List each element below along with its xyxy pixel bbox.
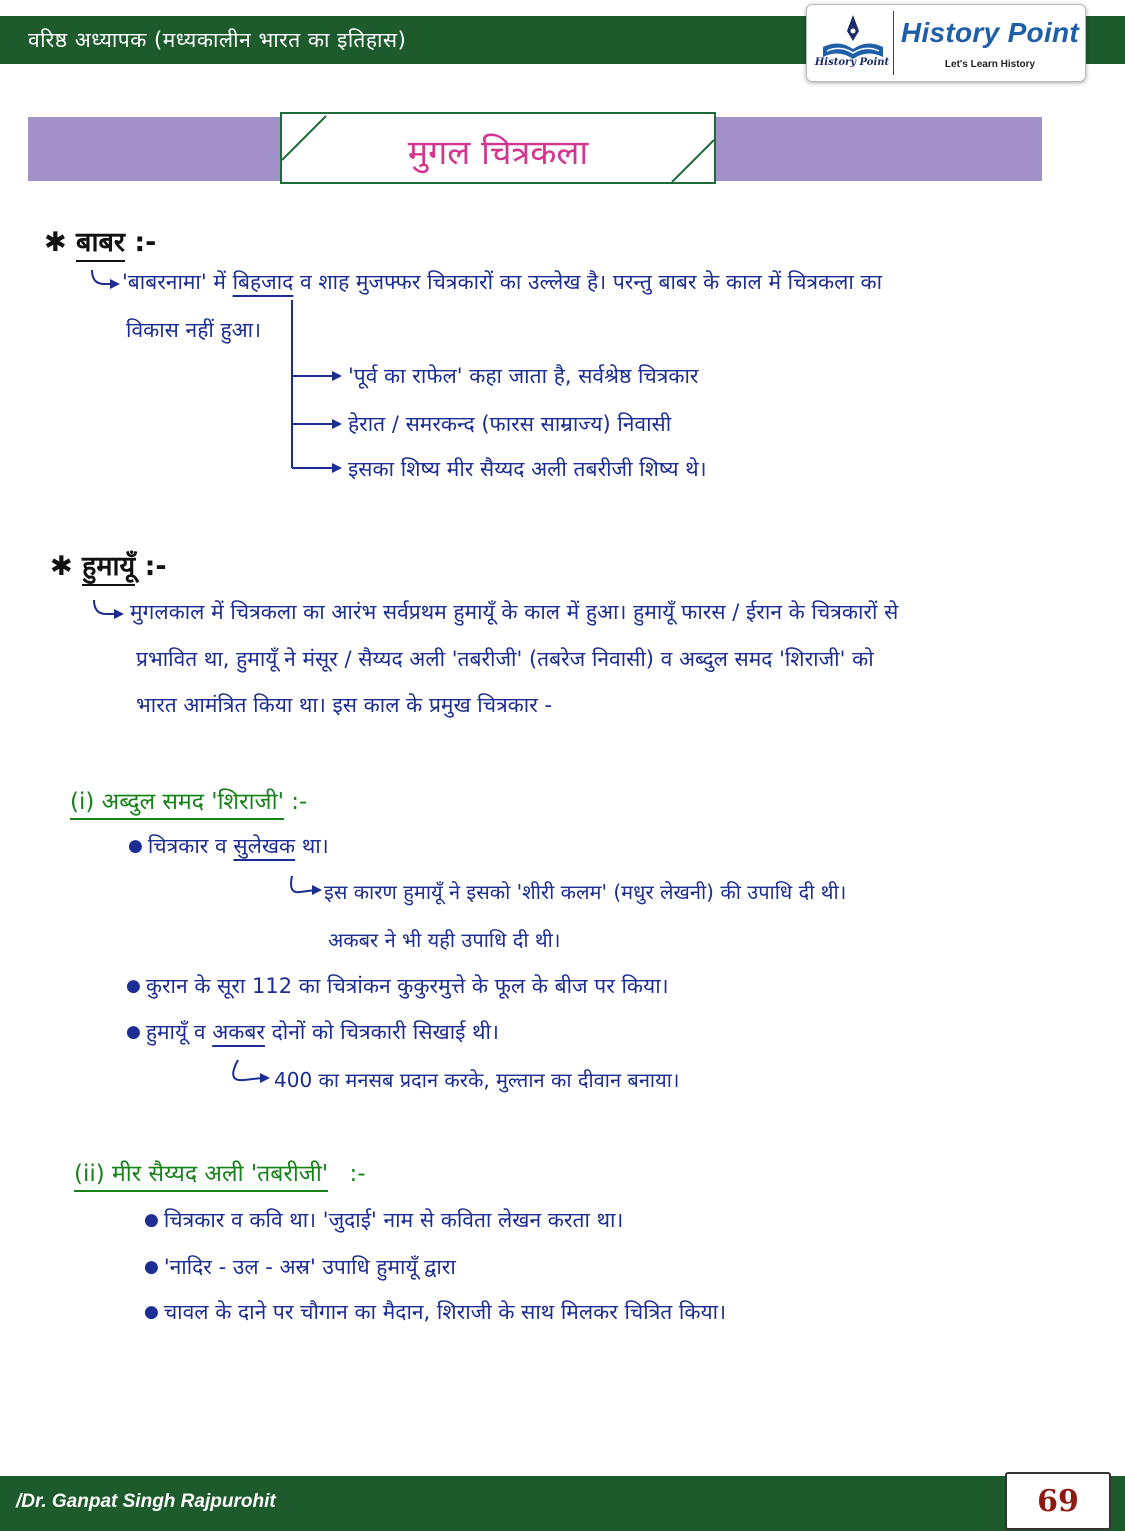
abdul-samad-sub-1-line-1: इस कारण हुमायूँ ने इसको 'शीरी कलम' (मधुर लेखनी) की उपाधि दी थी। — [324, 880, 847, 904]
point-text: 'नादिर - उल - अस्र' उपाधि हुमायूँ द्वारा — [163, 1255, 456, 1279]
humayun-heading-suffix: :- — [144, 551, 167, 582]
abdul-samad-point-3 — [126, 1018, 499, 1046]
bullet-icon: ● — [144, 1302, 159, 1322]
humayun-para-line-2: प्रभावित था, हुमायूँ ने मंसूर / सैय्यद अली 'तबरीजी' (तबरेज निवासी) व अब्दुल समद 'शिराजी' को — [136, 647, 874, 671]
point-text: था। — [295, 834, 329, 858]
abdul-samad-heading — [70, 784, 307, 816]
point-text: कुरान के सूरा 112 का चित्रांकन कुकुरमुत्ते के फूल के बीज पर किया। — [145, 974, 669, 998]
point-text: चित्रकार व कवि था। 'जुदाई' नाम से कविता लेखन करता था। — [163, 1208, 624, 1232]
bihzad-point-1: 'पूर्व का राफेल' कहा जाता है, सर्वश्रेष्ठ चित्रकार — [348, 364, 699, 388]
logo — [806, 4, 1086, 82]
babur-heading-suffix: :- — [134, 227, 157, 258]
page-number-box — [1005, 1472, 1111, 1530]
babur-heading — [44, 222, 156, 259]
bullet-icon: ● — [144, 1210, 159, 1230]
bullet-icon: ● — [126, 976, 141, 996]
abdul-samad-sub-3: 400 का मनसब प्रदान करके, मुल्तान का दीवान बनाया। — [274, 1068, 680, 1092]
footer-author: /Dr. Ganpat Singh Rajpurohit — [16, 1491, 276, 1512]
babur-text: 'बाबरनामा' में — [122, 270, 233, 294]
babur-text: व शाह मुजफ्फर चित्रकारों का उल्लेख है। परन्तु बाबर के काल में चित्रकला का — [293, 270, 883, 294]
abdul-samad-point-2 — [126, 972, 669, 1000]
bullet-icon: ● — [128, 836, 143, 856]
humayun-heading — [50, 546, 167, 583]
mir-sayyid-heading — [74, 1156, 366, 1188]
header-title: वरिष्ठ अध्यापक (मध्यकालीन भारत का इतिहास) — [28, 28, 407, 52]
abdul-samad-heading-suffix: :- — [291, 789, 308, 815]
title-box — [280, 112, 716, 184]
humayun-para-line-1: मुगलकाल में चित्रकला का आरंभ सर्वप्रथम हुमायूँ के काल में हुआ। हुमायूँ फारस / ईरान के चित्रकारों से — [130, 600, 899, 624]
babur-para-line-1 — [122, 268, 882, 296]
logo-emblem-text: History Point — [814, 57, 890, 68]
page-number: 69 — [1037, 1484, 1079, 1519]
bullet-icon: ● — [144, 1257, 159, 1277]
page-title: मुगल चित्रकला — [407, 133, 589, 173]
humayun-heading-text: हुमायूँ — [82, 551, 135, 586]
akbar-term: अकबर — [212, 1020, 265, 1044]
calligrapher-term: सुलेखक — [233, 834, 296, 858]
mir-sayyid-point-2 — [144, 1253, 456, 1281]
asterisk-icon: ✱ — [50, 551, 73, 582]
point-text: चित्रकार व — [147, 834, 234, 858]
footer-bar — [0, 1476, 1125, 1531]
logo-tagline: Let's Learn History — [944, 59, 1036, 70]
mir-sayyid-point-1 — [144, 1206, 623, 1234]
logo-divider — [893, 11, 894, 75]
point-text: हुमायूँ व — [145, 1020, 213, 1044]
babur-para-line-2: विकास नहीं हुआ। — [126, 318, 262, 342]
asterisk-icon: ✱ — [44, 227, 67, 258]
humayun-para-line-3: भारत आमंत्रित किया था। इस काल के प्रमुख चित्रकार - — [136, 693, 553, 717]
point-text: चावल के दाने पर चौगान का मैदान, शिराजी के साथ मिलकर चित्रित किया। — [163, 1300, 727, 1324]
mir-sayyid-point-3 — [144, 1298, 726, 1326]
bihzad-point-3: इसका शिष्य मीर सैय्यद अली तबरीजी शिष्य थे। — [348, 457, 707, 481]
bullet-icon: ● — [126, 1022, 141, 1042]
abdul-samad-heading-text: (i) अब्दुल समद 'शिराजी' — [70, 789, 284, 820]
mir-sayyid-heading-suffix: :- — [349, 1161, 366, 1187]
point-text: दोनों को चित्रकारी सिखाई थी। — [264, 1020, 499, 1044]
abdul-samad-sub-1-line-2: अकबर ने भी यही उपाधि दी थी। — [328, 928, 561, 952]
bihzad-term: बिहजाद — [232, 270, 294, 294]
babur-heading-text: बाबर — [76, 227, 125, 262]
abdul-samad-point-1 — [128, 832, 329, 860]
mir-sayyid-heading-text: (ii) मीर सैय्यद अली 'तबरीजी' — [74, 1161, 328, 1192]
logo-name: History Point — [900, 17, 1080, 48]
bihzad-point-2: हेरात / समरकन्द (फारस साम्राज्य) निवासी — [348, 412, 672, 436]
